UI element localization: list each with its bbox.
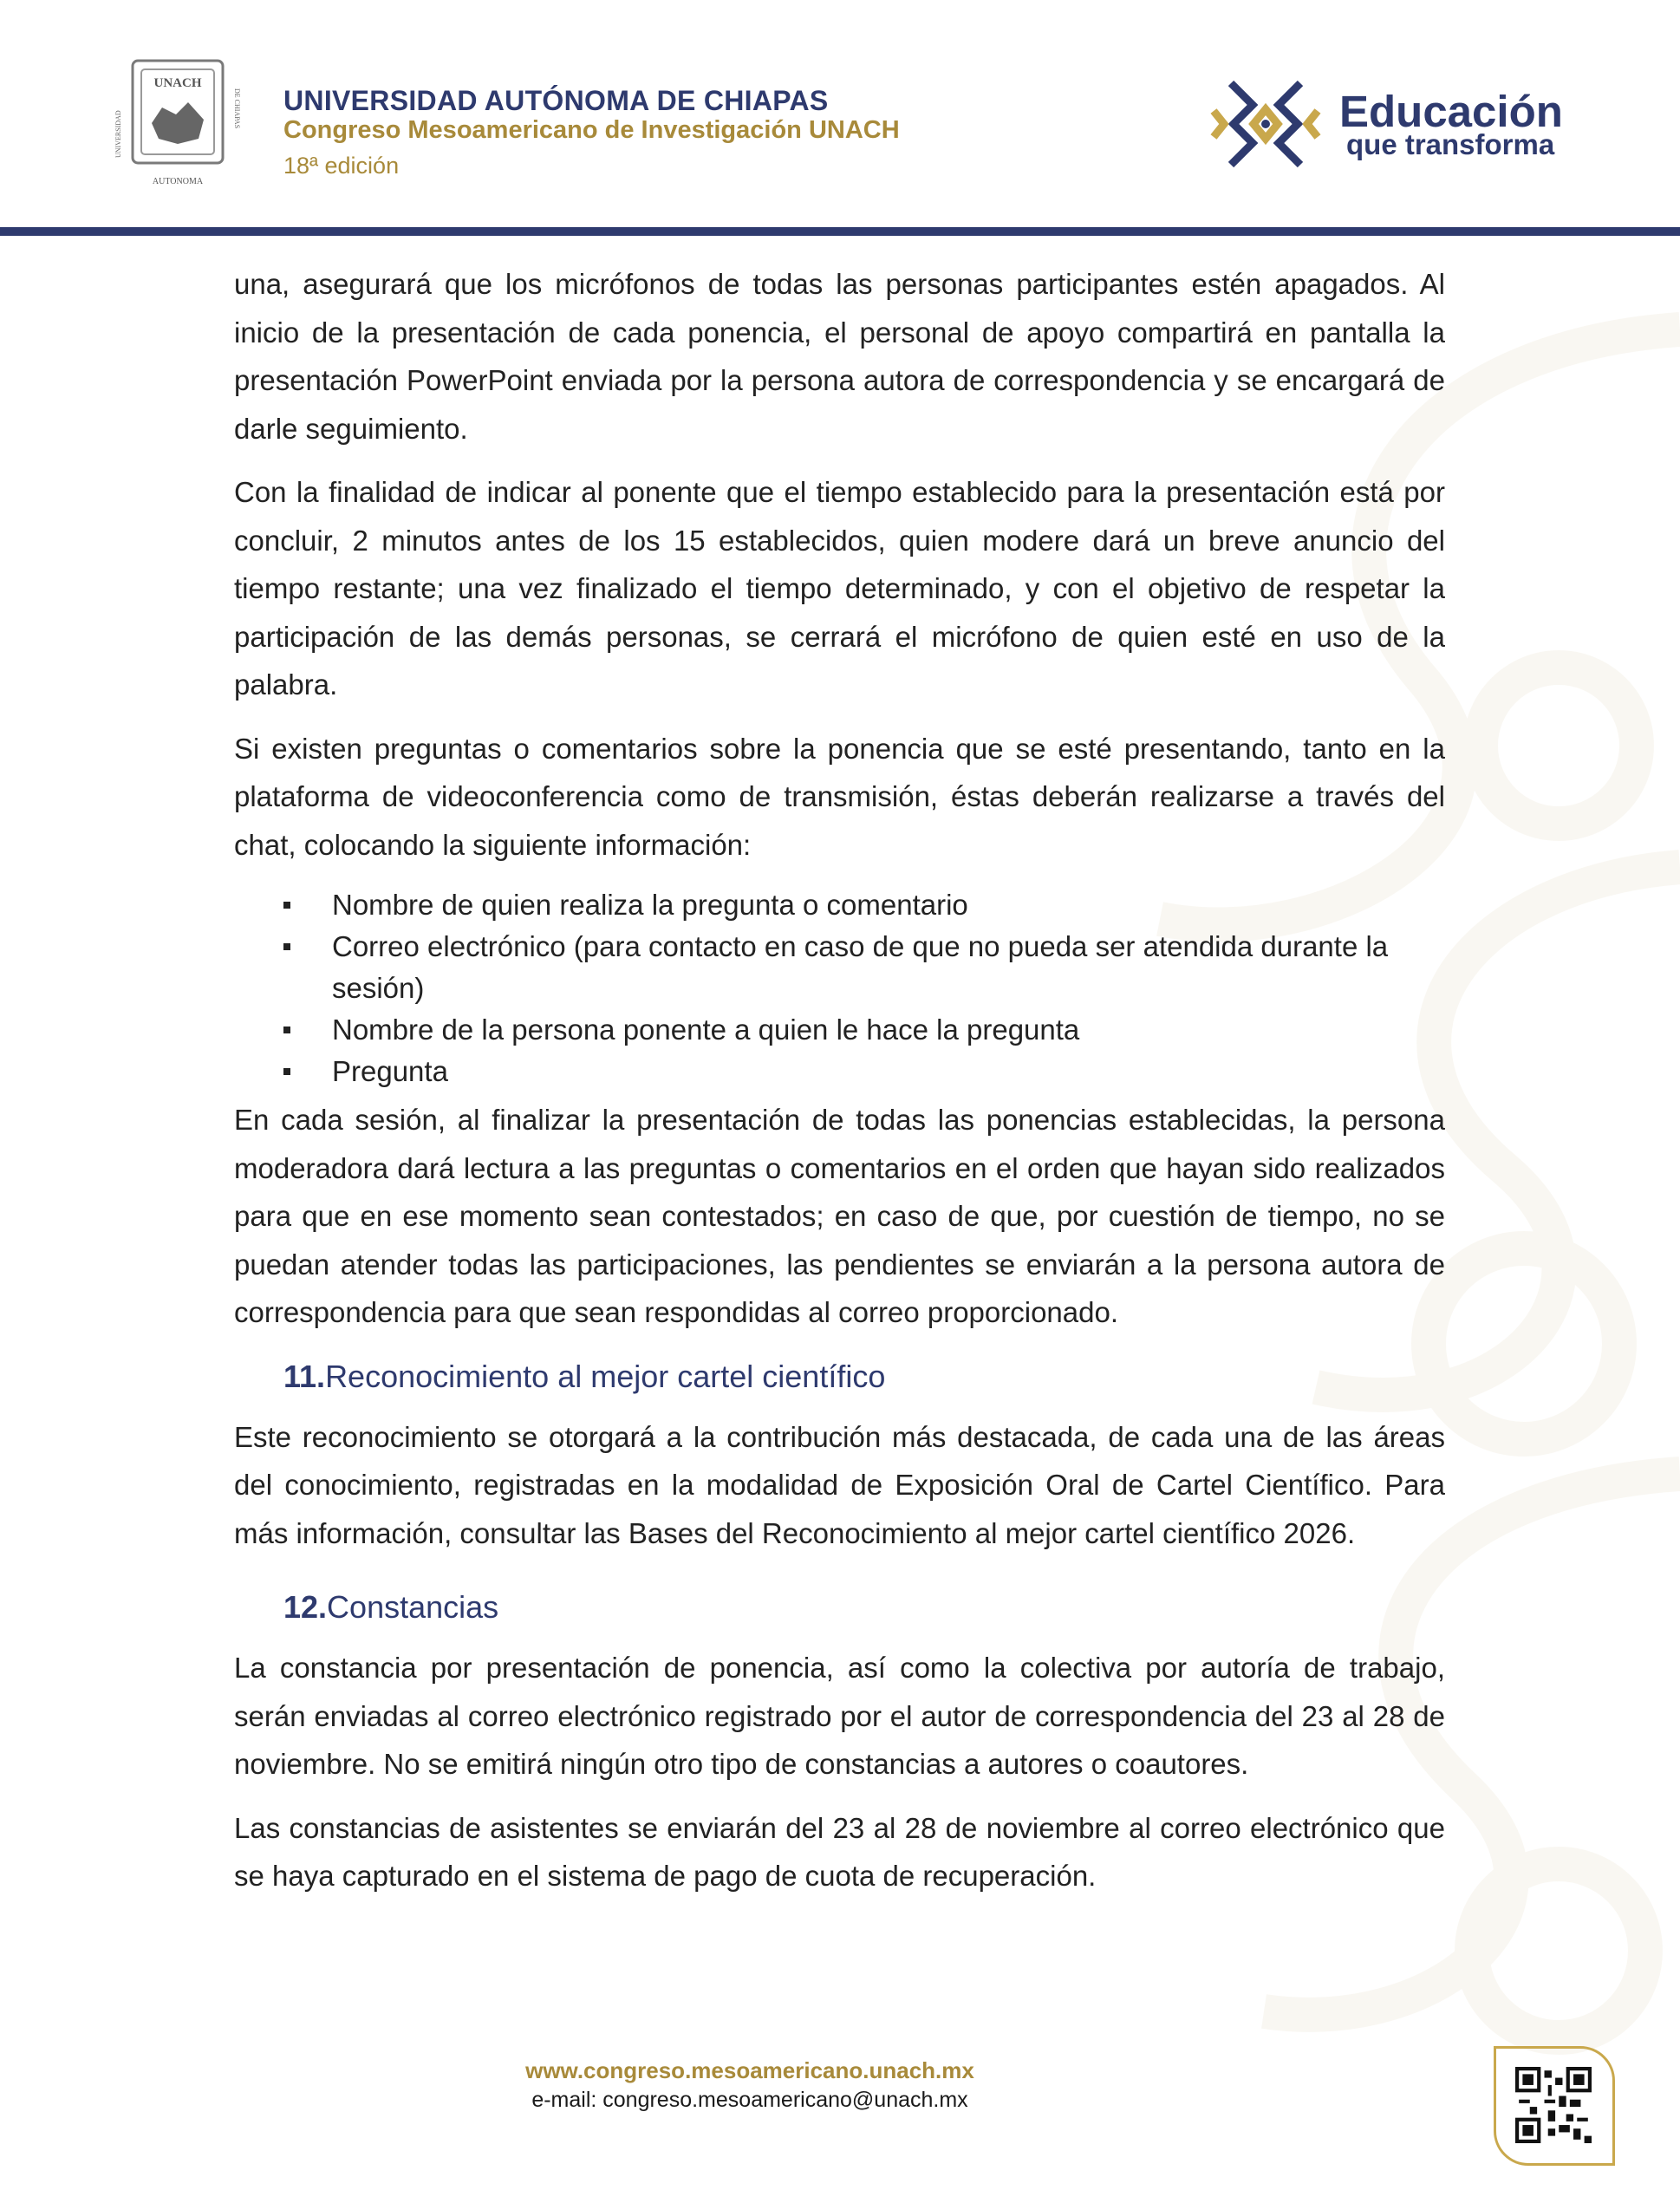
paragraph-3: Si existen preguntas o comentarios sobre la ponencia que se esté presentando, tanto en la plataforma de videoconferencia como de transmisión, éstas deberán realizarse a través del chat, colocando la siguiente información:: [234, 732, 1445, 861]
section-12-heading: [283, 1583, 1445, 1632]
page-header: [0, 0, 1680, 243]
congress-name: Congreso Mesoamericano de Investigación UNACH: [283, 116, 900, 144]
educacion-que-transforma-logo: [1205, 68, 1326, 180]
unach-crest-logo: [108, 54, 247, 192]
logo-ring-left: UNIVERSIDAD: [114, 110, 122, 158]
section-title-text: Constancias: [327, 1589, 499, 1625]
paragraph-1: una, asegurará que los micrófonos de todas las personas participantes estén apagados. Al inicio de la presentación de cada ponencia, el personal de apoyo compartirá en pantalla la presentación PowerPoint enviada por la persona autora de correspondencia y se encargará de darle seguimiento.: [234, 268, 1445, 445]
logo-label: UNACH: [153, 76, 202, 90]
bullet-square-icon: [283, 902, 290, 909]
list-item-text: Nombre de la persona ponente a quien le hace la pregunta: [332, 1014, 1080, 1046]
que-transforma-subtitle: que transforma: [1346, 128, 1555, 160]
paragraph-4: En cada sesión, al finalizar la presentación de todas las ponencias establecidas, la persona moderadora dará lectura a las preguntas o comentarios en el orden que hayan sido realizados para que en ese momento sean contestados; en caso de que, por cuestión de tiempo, no se puedan atender todas las participaciones, las pendientes se enviarán a la persona autora de correspondencia para que sean respondidas al correo proporcionado.: [234, 1104, 1445, 1328]
footer-email-link[interactable]: e-mail: congreso.mesoamericano@unach.mx: [531, 2088, 968, 2112]
question-info-list: [234, 884, 1445, 1092]
list-item: [234, 1051, 1445, 1092]
bullet-square-icon: [283, 943, 290, 950]
bullet-square-icon: [283, 1027, 290, 1033]
logo-ring-bottom: AUTONOMA: [152, 177, 204, 186]
qr-code-icon[interactable]: [1515, 2067, 1592, 2143]
document-body: [234, 260, 1445, 1916]
paragraph-2: Con la finalidad de indicar al ponente que el tiempo establecido para la presentación está por concluir, 2 minutos antes de los 15 establecidos, quien modere dará un breve anuncio del tiempo restante; una vez finalizado el tiempo determinado, y con el objetivo de respetar la participación de las demás personas, se cerrará el micrófono de quien esté en uso de la palabra.: [234, 476, 1445, 701]
list-item-text: Nombre de quien realiza la pregunta o comentario: [332, 889, 968, 921]
paragraph-6: La constancia por presentación de ponencia, así como la colectiva por autoría de trabajo, serán enviadas al correo electrónico registrado por el autor de correspondencia del 23 al 28 de noviembre. No se emitirá ningún otro tipo de constancias a autores o coautores.: [234, 1652, 1445, 1780]
header-divider: [0, 227, 1680, 236]
educacion-title: Educación: [1339, 87, 1563, 136]
list-item: [234, 926, 1445, 1009]
section-number: 11.: [283, 1358, 326, 1394]
paragraph-7: Las constancias de asistentes se enviarán del 23 al 28 de noviembre al correo electrónico que se haya capturado en el sistema de pago de cuota de recuperación.: [234, 1811, 1445, 1892]
list-item: [234, 1009, 1445, 1051]
footer-website-link[interactable]: www.congreso.mesoamericano.unach.mx: [525, 2057, 974, 2083]
section-11-heading: [283, 1352, 1445, 1401]
logo-ring-right: DE CHIAPAS: [233, 88, 241, 129]
section-number: 12.: [283, 1589, 328, 1625]
list-item: [234, 884, 1445, 926]
list-item-text: Pregunta: [332, 1055, 448, 1087]
bullet-square-icon: [283, 1068, 290, 1075]
edition-label: 18ª edición: [283, 153, 400, 179]
paragraph-5: Este reconocimiento se otorgará a la contribución más destacada, de cada una de las áreas del conocimiento, registradas en la modalidad de Exposición Oral de Cartel Científico. Para más información, consultar las Bases del Reconocimiento al mejor cartel científico 2026.: [234, 1420, 1445, 1549]
university-name: UNIVERSIDAD AUTÓNOMA DE CHIAPAS: [283, 85, 829, 116]
section-title-text: Reconocimiento al mejor cartel científico: [325, 1358, 886, 1394]
list-item-text: Correo electrónico (para contacto en caso de que no pueda ser atendida durante la sesión): [332, 930, 1389, 1004]
